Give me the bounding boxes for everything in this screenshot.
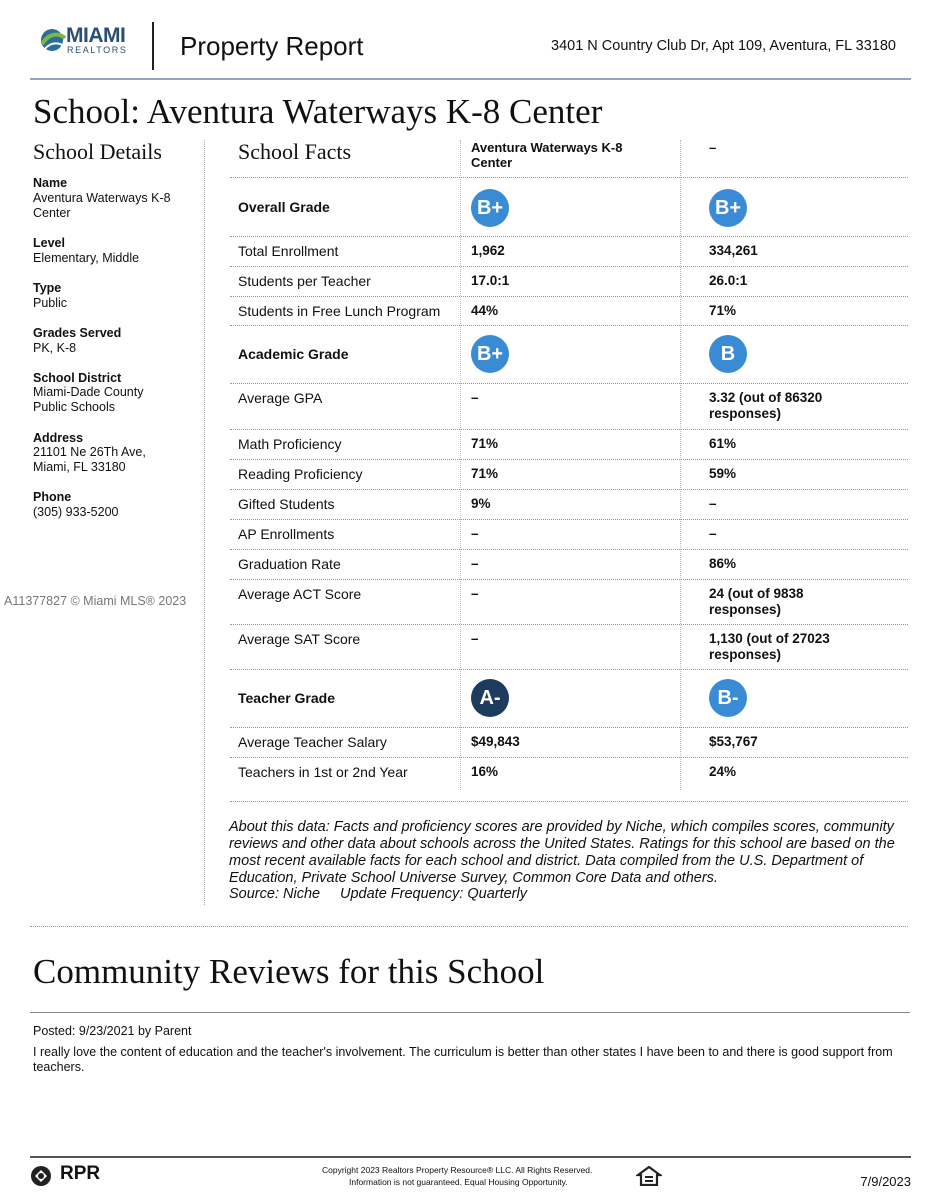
fact-value: – [471,631,479,646]
fact-value: – [709,526,717,541]
grade-badge: B- [709,679,747,717]
fact-label: Academic Grade [238,346,349,362]
detail-value-phone: (305) 933-5200 [33,505,119,519]
grade-badge: B+ [471,189,509,227]
report-date: 7/9/2023 [860,1174,911,1189]
row-divider [230,429,908,430]
about-source: Source: Niche [229,886,321,902]
fact-value: 61% [709,436,737,451]
fact-value: – [471,556,479,571]
detail-value-type: Public [33,296,68,310]
row-divider [230,549,908,550]
row-divider [230,459,908,460]
property-address: 3401 N Country Club Dr, Apt 109, Aventura, FL 33180 [551,38,896,54]
column-separator [460,140,461,790]
fact-label: Average GPA [238,390,323,406]
fact-value: 26.0:1 [709,273,748,288]
page-title: School: Aventura Waterways K-8 Center [33,92,603,131]
row-divider [230,519,908,520]
fact-value: 16% [471,764,499,779]
fact-value: 3.32 (out of 86320 responses) [709,390,823,421]
detail-value-name: Aventura Waterways K-8 Center [33,191,171,220]
fact-value: 17.0:1 [471,273,510,288]
report-title: Property Report [180,31,364,61]
row-divider [230,727,908,728]
fact-value: 9% [471,496,491,511]
detail-label-district: School District [33,371,122,385]
grade-badge: A- [471,679,509,717]
table-header-comparison: – [709,140,717,155]
row-divider [230,801,908,802]
column-separator [680,140,681,790]
grade-badge: B+ [709,189,747,227]
detail-label-type: Type [33,281,62,295]
fact-label: Overall Grade [238,199,330,215]
fact-value: – [471,526,479,541]
rpr-logo-icon [30,1165,52,1187]
row-divider [230,383,908,384]
fact-value: $53,767 [709,734,758,749]
section-divider [30,1012,910,1013]
fact-value: 86% [709,556,737,571]
equal-housing-icon [636,1166,662,1186]
row-divider [230,266,908,267]
review-posted: Posted: 9/23/2021 by Parent [33,1024,192,1038]
review-text: I really love the content of education and the teacher's involvement. The curriculum is better than other states I have been to and there is good support from teachers. [33,1045,893,1074]
fact-label: Teachers in 1st or 2nd Year [238,764,408,780]
about-frequency: Update Frequency: Quarterly [340,886,527,902]
fact-label: Graduation Rate [238,556,341,572]
detail-label-name: Name [33,176,68,190]
fact-value: – [471,390,479,405]
community-reviews-title: Community Reviews for this School [33,952,545,991]
fact-value: 1,962 [471,243,505,258]
section-divider [30,926,908,927]
detail-label-level: Level [33,236,65,250]
fact-label: Average ACT Score [238,586,362,602]
rpr-brand: RPR [60,1163,101,1184]
fact-value: 1,130 (out of 27023 responses) [709,631,830,662]
grade-badge: B+ [471,335,509,373]
row-divider [230,325,908,326]
fact-value: 44% [471,303,499,318]
footer-rule [30,1156,911,1158]
fact-label: Teacher Grade [238,690,336,706]
fact-label: Students per Teacher [238,273,371,289]
detail-value-level: Elementary, Middle [33,251,140,265]
fact-value: 59% [709,466,737,481]
fact-value: 334,261 [709,243,758,258]
fact-label: AP Enrollments [238,526,335,542]
fact-label: Average SAT Score [238,631,361,647]
grade-badge: B [709,335,747,373]
table-header-school: Aventura Waterways K-8 Center [471,140,623,170]
fact-value: 24 (out of 9838 responses) [709,586,804,617]
fact-value: 71% [709,303,737,318]
fact-label: Students in Free Lunch Program [238,303,441,319]
fact-value: – [471,586,479,601]
row-divider [230,296,908,297]
fact-label: Reading Proficiency [238,466,363,482]
header-rule [30,78,911,80]
row-divider [230,579,908,580]
about-data-text: About this data: Facts and proficiency scores are provided by Niche, which compiles scores, community reviews and other data about schools across the United States. Ratings for this school are based on the most recent available facts for each school and district. Data compiled from the U.S. Department of Education, Private School Universe Survey, Common Core Data and others. [229,819,895,886]
detail-value-grades: PK, K-8 [33,341,77,355]
fact-label: Gifted Students [238,496,335,512]
school-details-heading: School Details [33,139,162,164]
detail-value-district: Miami-Dade County Public Schools [33,385,144,414]
fact-value: 24% [709,764,737,779]
row-divider [230,757,908,758]
row-divider [230,489,908,490]
row-divider [230,177,908,178]
row-divider [230,669,908,670]
row-divider [230,624,908,625]
logo-subtext: REALTORS [67,45,128,55]
logo-text: MIAMI [66,24,126,47]
fact-value: 71% [471,466,499,481]
fact-value: – [709,496,717,511]
fact-label: Average Teacher Salary [238,734,387,750]
school-facts-heading: School Facts [238,139,352,164]
detail-label-phone: Phone [33,490,72,504]
detail-label-grades: Grades Served [33,326,122,340]
fact-label: Total Enrollment [238,243,339,259]
column-divider [204,140,205,905]
fact-value: $49,843 [471,734,520,749]
row-divider [230,236,908,237]
copyright-line-2: Information is not guaranteed. Equal Housing Opportunity. [349,1177,568,1187]
mls-watermark: A11377827 © Miami MLS® 2023 [4,594,187,608]
fact-value: 71% [471,436,499,451]
fact-label: Math Proficiency [238,436,342,452]
detail-label-address: Address [33,431,84,445]
header-divider [152,22,154,70]
detail-value-address: 21101 Ne 26Th Ave, Miami, FL 33180 [33,445,146,474]
copyright-line-1: Copyright 2023 Realtors Property Resource® LLC. All Rights Reserved. [322,1165,593,1175]
